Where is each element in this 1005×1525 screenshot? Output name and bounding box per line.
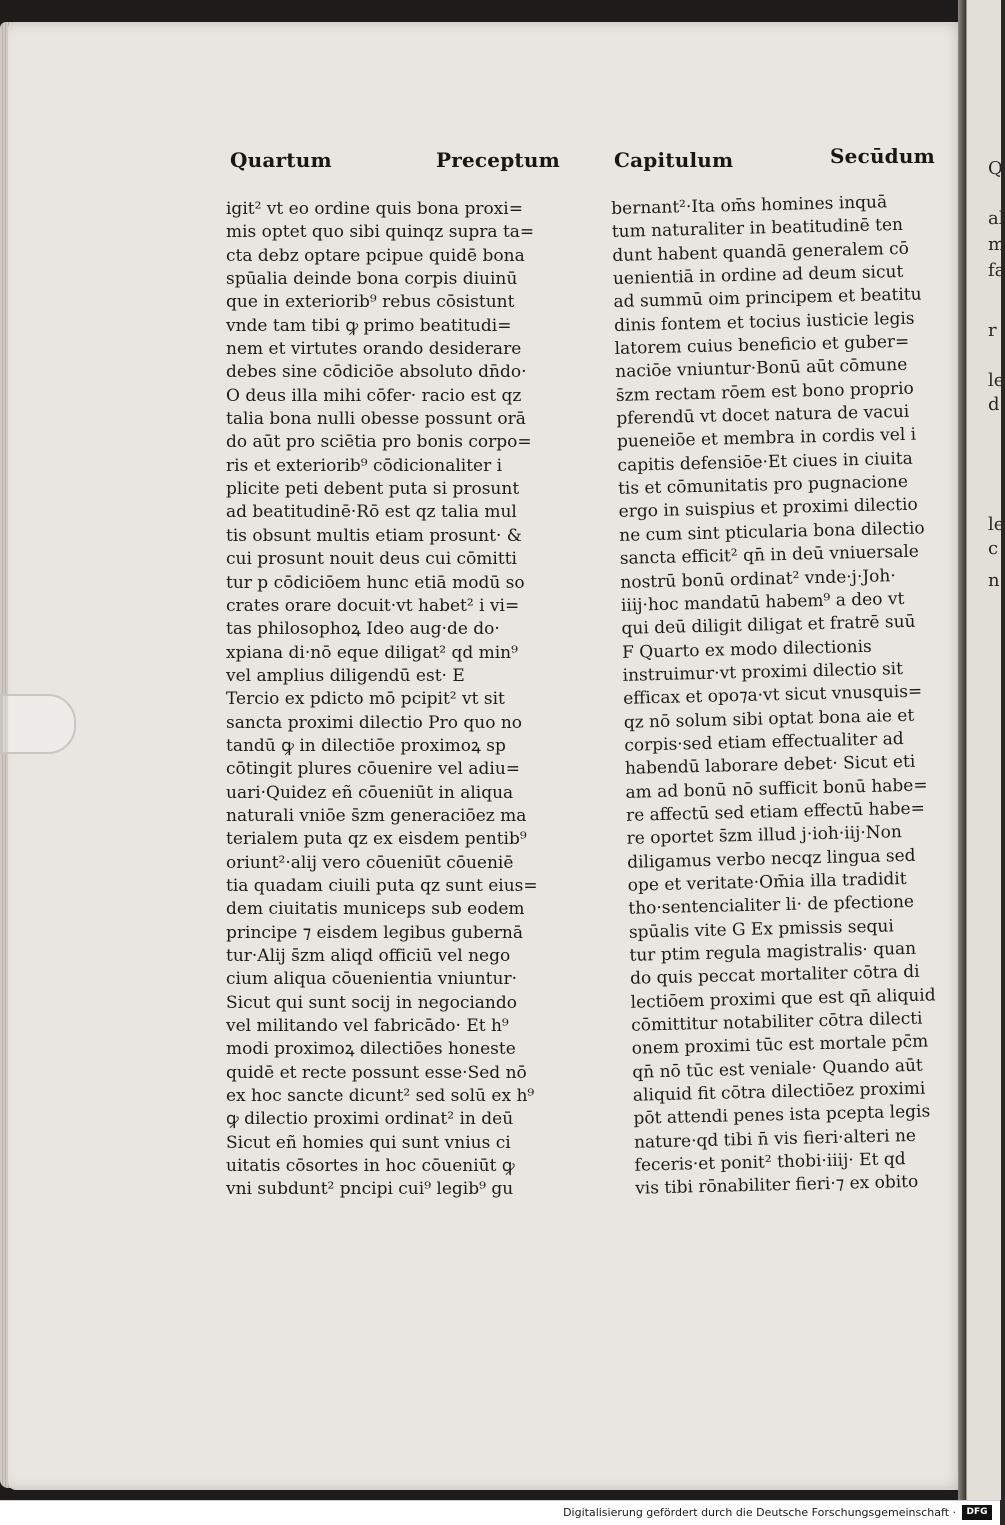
text-line: tur·Alij s̄zm aliqd officiū vel nego <box>226 946 511 966</box>
text-line: sancta proximi dilectio Pro quo no <box>226 712 523 733</box>
text-line: qz nō solum sibi optat bona aie et <box>623 705 915 733</box>
text-line: capitis defensiōe·Et ciues in ciuita <box>617 448 914 476</box>
text-line: ad beatitudinē·Rō est qz talia mul <box>226 502 517 523</box>
text-line: uenientiā in ordine ad deum sicut <box>612 261 904 290</box>
text-line: dunt habent quandā generalem cō <box>612 238 910 266</box>
text-line: cta debz optare pcipue quidē bona <box>226 245 525 266</box>
text-line: igit² vt eo ordine quis bona proxi= <box>226 199 523 219</box>
text-line: uari·Quidez eñ cōueniūt in aliqua <box>226 782 514 803</box>
text-line: corpis·sed etiam effectualiter ad <box>624 728 904 756</box>
text-line: do aūt pro sciētia pro bonis corpo= <box>226 432 532 453</box>
text-line: ne cum sint pticularia bona dilectio <box>619 518 925 546</box>
text-line: onem proximi tūc est mortale pc̄m <box>631 1031 929 1060</box>
right-page-glyph: d <box>988 394 1000 415</box>
right-page-glyph: m <box>988 234 1005 255</box>
right-page-glyph: le <box>988 370 1005 391</box>
text-line: Sicut qui sunt socij in negociando <box>226 992 517 1013</box>
text-line: diligamus verbo necqz lingua sed <box>626 845 916 873</box>
text-line: que in exteriorib⁹ rebus cōsistunt <box>226 292 515 313</box>
text-line: ꝙ dilectio proximi ordinat² in deū <box>226 1109 514 1130</box>
book-gutter <box>958 0 966 1500</box>
text-line: tho·sentencialiter li· de pfectione <box>628 892 915 920</box>
text-line: spūalia deinde bona corpis diuinū <box>226 269 518 290</box>
text-line: ope et veritate·Om̄ia illa tradidit <box>627 868 907 896</box>
running-head-secundum: Secūdum <box>830 144 935 168</box>
text-line: modi proximoꝝ dilectiōes honeste <box>226 1039 516 1060</box>
text-line: tandū ꝙ in dilectiōe proximoꝝ sp <box>226 735 506 756</box>
right-page-glyph: r <box>988 320 997 341</box>
text-line: ergo in suispius et proximi dilectio <box>618 495 918 523</box>
right-page-glyph: c <box>988 538 999 559</box>
running-head-capitulum: Capitulum <box>614 148 734 172</box>
footer-funding-text: Digitalisierung gefördert durch die Deutsche Forschungsgemeinschaft · <box>563 1506 956 1519</box>
text-column-right <box>611 190 947 1201</box>
text-line: dinis fontem et tocius iusticie legis <box>613 308 915 336</box>
bookmark-ribbon <box>0 694 76 754</box>
running-head-preceptum: Preceptum <box>436 148 560 172</box>
text-line: vni subdunt² pncipi cui⁹ legib⁹ gu <box>226 1179 514 1200</box>
right-page-glyph: fa <box>988 260 1005 281</box>
text-line: quidē et recte possunt esse·Sed nō <box>226 1062 527 1083</box>
text-line: do quis peccat mortaliter cōtra di <box>629 962 920 990</box>
text-line: F Quarto ex modo dilectionis <box>621 636 872 663</box>
text-line: cōmittitur notabiliter cōtra dilecti <box>630 1008 923 1036</box>
text-line: re affectū sed etiam effectū habe= <box>625 798 926 826</box>
text-line: mis optet quo sibi quinqz supra ta= <box>226 222 535 243</box>
text-line: uitatis cōsortes in hoc cōueniūt ꝙ <box>226 1156 515 1177</box>
text-line: cōtingit plures cōuenire vel adiu= <box>226 759 521 780</box>
text-line: efficax et opo⁊a·vt sicut vnusquis= <box>623 681 923 710</box>
text-line: terialem puta qz ex eisdem pentib⁹ <box>226 829 527 850</box>
text-line: vis tibi rōnabiliter fieri·⁊ ex obito <box>634 1172 919 1200</box>
text-line: tas philosophoꝝ Ideo aug·de do· <box>226 619 500 640</box>
text-line: re oportet s̄zm illud j·ioh·iij·Non <box>626 822 903 850</box>
text-line: naciōe vniuntur·Bonū aūt cōmune <box>615 355 908 383</box>
footer-bar <box>0 1500 1000 1525</box>
text-line: am ad bonū nō sufficit bonū habe= <box>625 775 928 803</box>
running-head-quartum: Quartum <box>230 148 332 172</box>
text-line: pferendū vt docet natura de vacui <box>616 401 910 430</box>
right-page-glyph: al <box>988 208 1005 229</box>
text-line: aliquid fit cōtra dilectiōez proximi <box>632 1078 926 1106</box>
text-line: dem ciuitatis municeps sub eodem <box>226 899 525 920</box>
text-line: sancta efficit² qn̄ in deū vniuersale <box>619 541 920 570</box>
text-line: cui prosunt nouit deus cui cōmitti <box>226 549 517 570</box>
right-page-glyph: n <box>988 570 1000 591</box>
text-line: ad summū oim principem et beatitu <box>613 284 922 313</box>
text-line: vnde tam tibi ꝙ primo beatitudi= <box>226 315 512 336</box>
text-line: tia quadam ciuili puta qz sunt eius= <box>226 875 538 896</box>
text-line: bernant²·Ita om̄s homines inquā <box>611 192 888 219</box>
right-page-glyph: Q <box>988 158 1003 179</box>
text-line: Tercio ex pdicto mō pcipit² vt sit <box>226 689 505 710</box>
text-line: tur p cōdiciōem hunc etiā modū so <box>226 572 525 593</box>
text-line: tis et cōmunitatis pro pugnacione <box>617 471 909 500</box>
text-line: debes sine cōdiciōe absoluto dn̄do· <box>226 362 527 383</box>
text-line: nostrū bonū ordinat² vnde·j·Joh· <box>620 565 896 593</box>
text-line: Sicut eñ homies qui sunt vnius ci <box>226 1132 511 1153</box>
text-line: nem et virtutes orando desiderare <box>226 339 522 360</box>
text-line: talia bona nulli obesse possunt orā <box>226 409 526 430</box>
text-line: tis obsunt multis etiam prosunt· & <box>226 525 522 546</box>
text-line: oriunt²·alij vero cōueniūt cōueniē <box>226 852 514 873</box>
text-line: O deus illa mihi cōfer· racio est qz <box>226 385 522 406</box>
right-page-glyph: le <box>988 514 1005 535</box>
text-line: xpiana di·nō eque diligat² qd min⁹ <box>226 642 518 663</box>
text-line: nature·qd tibi n̄ vis fieri·alteri ne <box>633 1125 917 1153</box>
text-line: latorem cuius beneficio et guber= <box>614 331 910 360</box>
text-line: crates orare docuit·vt habet² i vi= <box>226 595 520 616</box>
text-line: ris et exteriorib⁹ cōdicionaliter i <box>226 455 503 476</box>
text-line: spūalis vite G Ex pmissis sequi <box>628 915 895 943</box>
text-line: instruimur·vt proximi dilectio sit <box>622 658 904 686</box>
text-line: vel amplius diligendū est· E <box>226 665 465 686</box>
text-line: pōt attendi penes ista pcepta legis <box>633 1101 931 1130</box>
text-line: cium aliqua cōuenientia vniuntur· <box>226 969 517 990</box>
text-line: habendū laborare debet· Sicut eti <box>624 751 916 780</box>
text-line: plicite peti debent puta si prosunt <box>226 479 520 500</box>
text-column-left <box>226 198 544 1202</box>
text-line: tum naturaliter in beatitudinē ten <box>611 215 904 243</box>
text-line: pueneiōe et membra in cordis vel i <box>616 425 917 453</box>
text-line: qn̄ nō tūc est veniale· Quando aūt <box>632 1055 923 1083</box>
text-line: ex hoc sancte dicunt² sed solū ex h⁹ <box>226 1086 535 1107</box>
text-line: feceris·et ponit² thobi·iiij· Et qd <box>634 1149 906 1176</box>
text-line: vel militando vel fabricādo· Et h⁹ <box>226 1016 509 1037</box>
dfg-logo: DFG <box>962 1505 992 1520</box>
text-line: qui deū diligit diligat et fratrē suū <box>621 611 916 640</box>
text-line: iiij·hoc mandatū habem⁹ a deo vt <box>620 588 905 616</box>
text-line: principe ⁊ eisdem legibus gubernā <box>226 922 524 943</box>
text-line: s̄zm rectam rōem est bono proprio <box>615 378 914 406</box>
text-line: naturali vniōe s̄zm generaciōez ma <box>226 805 527 826</box>
text-line: lectiōem proximi que est qn̄ aliquid <box>630 984 936 1013</box>
text-line: tur ptim regula magistralis· quan <box>629 938 917 966</box>
